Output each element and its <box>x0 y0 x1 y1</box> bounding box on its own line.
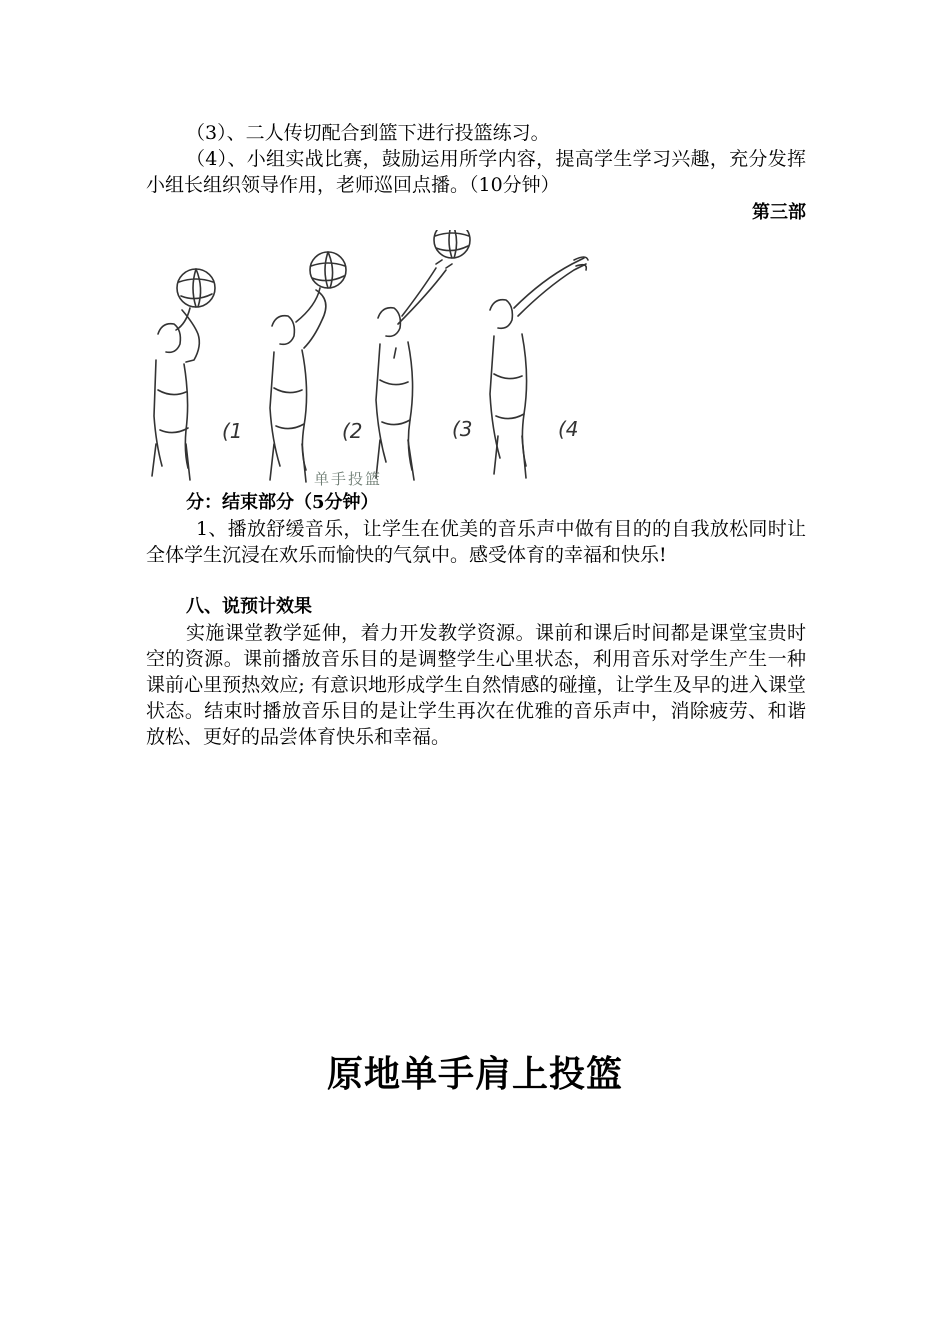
figure-3 <box>376 230 470 480</box>
figure-2 <box>270 252 346 482</box>
figure-label-2: (2 <box>342 419 363 443</box>
part-three-heading-cont: 分：结束部分（5分钟） <box>186 492 379 513</box>
page-title: 原地单手肩上投篮 <box>326 1054 623 1095</box>
figure-label-1: (1 <box>222 419 243 443</box>
shooting-illustration <box>146 230 606 492</box>
document-body <box>146 120 806 750</box>
paragraph-expected-effect: 实施课堂教学延伸，着力开发教学资源。课前和课后时间都是课堂宝贵时空的资源。课前播放音乐目的是调整学生心里状态，利用音乐对学生产生一种课前心里预热效应; 有意识地形成学生自然情感的碰撞，让学生及早的进入课堂状态。结束时播放音乐目的是让学生再次在优雅的音乐声中，消除疲劳、和谐放松、更好的品尝体育快乐和幸福。 <box>146 622 806 748</box>
basketball-shooting-figures <box>146 230 606 492</box>
figure-1 <box>152 269 215 480</box>
paragraph-practice: （3）、二人传切配合到篮下进行投篮练习。 <box>186 122 550 144</box>
section-eight-title: 八、说预计效果 <box>186 596 312 617</box>
paragraph-ending: 1、播放舒缓音乐，让学生在优美的音乐声中做有目的的自我放松同时让全体学生沉浸在欢乐而愉快的气氛中。感受体育的幸福和快乐! <box>146 518 806 566</box>
paragraph-match: （4）、小组实战比赛，鼓励运用所学内容，提高学生学习兴趣，充分发挥小组长组织领导作用，老师巡回点播。（10分钟） <box>146 148 806 196</box>
illustration-caption: 单手投篮 <box>314 470 383 488</box>
figure-label-4: (4 <box>558 417 579 441</box>
part-three-heading: 第三部 <box>752 202 806 223</box>
figure-label-3: (3 <box>452 417 473 441</box>
spacer <box>146 568 806 594</box>
figure-4 <box>490 257 588 478</box>
